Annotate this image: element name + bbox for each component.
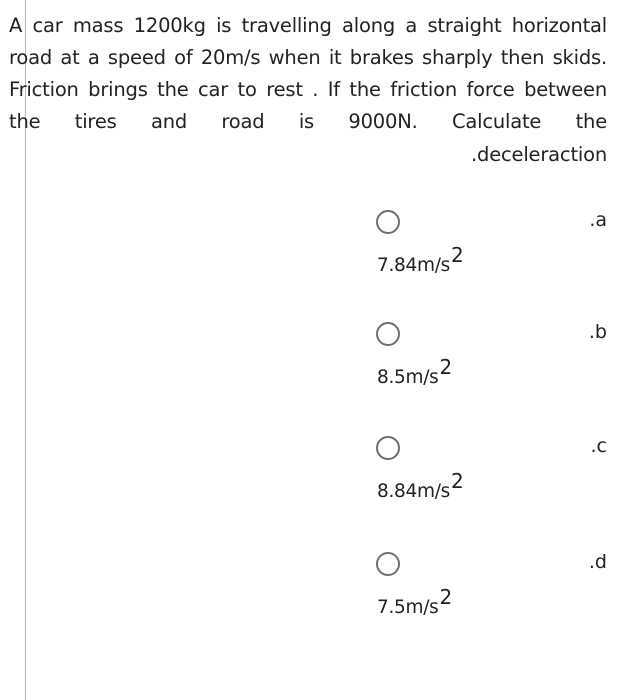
- radio-circle-icon[interactable]: [376, 210, 400, 234]
- radio-circle-icon[interactable]: [376, 322, 400, 346]
- option-value-text: 8.84m/s: [377, 481, 450, 502]
- option-value-exponent: 2: [450, 468, 464, 493]
- option-b[interactable]: [0, 322, 642, 422]
- question-tail: .deceleraction: [471, 143, 607, 166]
- option-letter: .d: [588, 551, 607, 573]
- option-value: [377, 584, 452, 622]
- radio-circle-icon[interactable]: [376, 436, 400, 460]
- option-d[interactable]: [0, 552, 642, 652]
- option-c[interactable]: [0, 436, 642, 536]
- option-value: [377, 354, 452, 392]
- option-value: [377, 468, 464, 506]
- option-letter: .a: [589, 209, 607, 231]
- option-value-exponent: 2: [439, 354, 452, 379]
- radio-circle-icon[interactable]: [376, 552, 400, 576]
- option-value-text: 7.84m/s: [377, 255, 450, 276]
- option-value-text: 8.5m/s: [377, 367, 439, 388]
- option-a[interactable]: [0, 210, 642, 310]
- question-text: A car mass 1200kg is travelling along a straight horizontal road at a speed of 20m/s when it brakes sharply then skids. Friction brings the car to rest . If the friction force between the tires and road is 9000N. Calculate the: [9, 14, 607, 133]
- option-letter: .b: [588, 321, 607, 343]
- option-value-text: 7.5m/s: [377, 597, 439, 618]
- option-value-exponent: 2: [439, 584, 452, 609]
- option-value: [377, 242, 464, 280]
- option-value-exponent: 2: [450, 242, 464, 267]
- option-letter: .c: [590, 435, 607, 457]
